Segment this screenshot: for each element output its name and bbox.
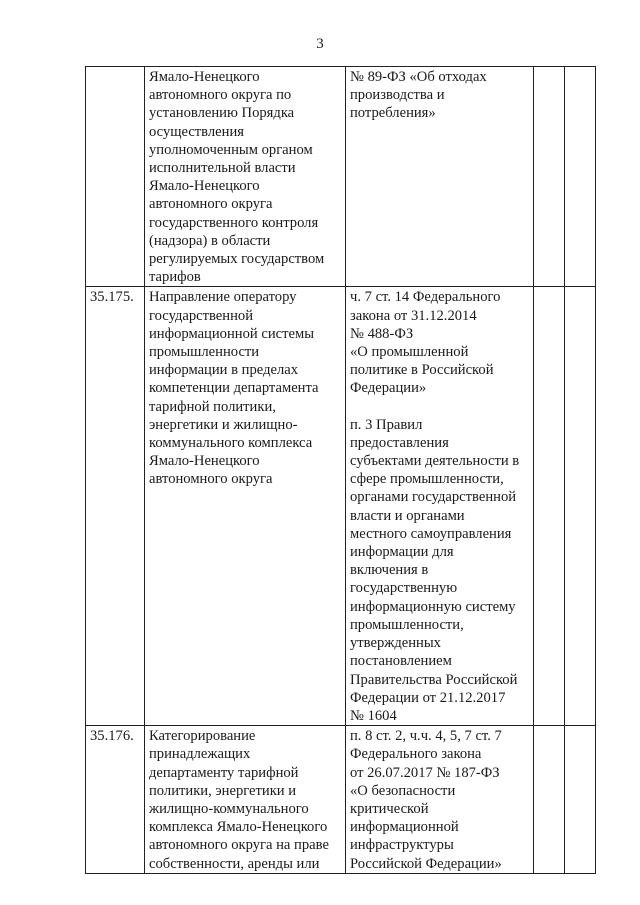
- row-number-cell: 35.176.: [86, 726, 145, 874]
- text-line: политике в Российской: [350, 362, 494, 379]
- empty-cell: [534, 287, 565, 726]
- text-line: промышленности: [149, 344, 260, 361]
- text-line: автономного округа: [149, 196, 273, 213]
- text-line: местного самоуправления: [350, 525, 512, 542]
- legal-basis-cell: [346, 67, 534, 287]
- text-line: автономного округа: [149, 471, 273, 488]
- row-number-cell: 35.175.: [86, 287, 145, 726]
- text-line: субъектами деятельности в: [350, 453, 520, 470]
- empty-cell: [565, 287, 596, 726]
- procedure-name-cell: [145, 726, 346, 874]
- text-line: Направление оператору: [149, 289, 297, 306]
- text-line: производства и: [350, 87, 445, 104]
- legal-basis-cell: [346, 726, 534, 874]
- text-line: п. 3 Правил: [350, 416, 423, 433]
- text-line: п. 8 ст. 2, ч.ч. 4, 5, 7 ст. 7: [350, 728, 502, 745]
- row-number-cell: [86, 67, 145, 287]
- empty-cell: [565, 67, 596, 287]
- text-line: автономного округа на праве: [149, 837, 329, 854]
- text-line: утвержденных: [350, 635, 441, 652]
- text-line: закона от 31.12.2014: [350, 307, 477, 324]
- document-table: [85, 66, 596, 874]
- text-line: жилищно-коммунального: [149, 800, 309, 817]
- text-line: власти и органами: [350, 507, 465, 524]
- text-line: включения в: [350, 562, 429, 579]
- text-line: тарифов: [149, 269, 201, 286]
- text-line: «О промышленной: [350, 344, 469, 361]
- text-line: информационной системы: [149, 325, 315, 342]
- text-line: автономного округа по: [149, 87, 292, 104]
- paragraph-gap: [350, 398, 530, 416]
- text-line: № 89-ФЗ «Об отходах: [350, 69, 487, 85]
- text-line: Ямало-Ненецкого: [149, 178, 260, 195]
- text-line: предоставления: [350, 434, 449, 451]
- text-line: государственного контроля: [149, 214, 319, 231]
- text-line: № 488-ФЗ: [350, 325, 414, 342]
- text-line: исполнительной власти: [149, 160, 296, 177]
- text-line: установлению Порядка: [149, 105, 295, 122]
- text-line: государственной: [149, 307, 254, 324]
- text-line: принадлежащих: [149, 746, 251, 763]
- text-line: коммунального комплекса: [149, 435, 313, 452]
- text-line: Правительства Российской: [350, 671, 518, 688]
- text-line: информации в пределах: [149, 362, 299, 379]
- text-line: Федерального закона: [350, 746, 482, 763]
- legal-basis-cell: [346, 287, 534, 726]
- text-line: государственную: [350, 580, 458, 597]
- text-line: компетенции департамента: [149, 380, 319, 397]
- text-line: Ямало-Ненецкого: [149, 453, 260, 470]
- text-line: Ямало-Ненецкого: [149, 69, 260, 85]
- text-line: Федерации»: [350, 380, 427, 397]
- text-line: постановлением: [350, 653, 452, 670]
- text-line: политики, энергетики и: [149, 782, 297, 799]
- text-line: информации для: [350, 544, 454, 561]
- text-line: № 1604: [350, 707, 397, 724]
- text-line: уполномоченным органом: [149, 141, 313, 158]
- text-line: промышленности,: [350, 616, 464, 633]
- text-line: ч. 7 ст. 14 Федерального: [350, 289, 501, 306]
- text-line: департаменту тарифной: [149, 764, 299, 781]
- table-row: [86, 67, 596, 287]
- empty-cell: [565, 726, 596, 874]
- text-line: регулируемых государством: [149, 251, 325, 268]
- text-line: потребления»: [350, 105, 436, 122]
- text-line: тарифной политики,: [149, 398, 276, 415]
- text-line: информационной: [350, 819, 459, 836]
- text-line: критической: [350, 800, 429, 817]
- text-line: энергетики и жилищно-: [149, 416, 298, 433]
- text-line: инфраструктуры: [350, 837, 454, 854]
- text-line: Категорирование: [149, 728, 256, 745]
- text-line: осуществления: [149, 123, 244, 140]
- text-line: «О безопасности: [350, 782, 456, 799]
- empty-cell: [534, 67, 565, 287]
- text-line: органами государственной: [350, 489, 517, 506]
- text-line: Российской Федерации»: [350, 855, 502, 872]
- text-line: собственности, аренды или: [149, 855, 320, 872]
- procedure-name-cell: [145, 67, 346, 287]
- text-line: сфере промышленности,: [350, 471, 504, 488]
- page-number: 3: [316, 36, 324, 52]
- table-row: [86, 726, 596, 874]
- text-line: комплекса Ямало-Ненецкого: [149, 819, 328, 836]
- text-line: информационную систему: [350, 598, 516, 615]
- procedure-name-cell: [145, 287, 346, 726]
- text-line: от 26.07.2017 № 187-ФЗ: [350, 764, 500, 781]
- text-line: (надзора) в области: [149, 232, 271, 249]
- empty-cell: [534, 726, 565, 874]
- table-row: [86, 287, 596, 726]
- text-line: Федерации от 21.12.2017: [350, 689, 506, 706]
